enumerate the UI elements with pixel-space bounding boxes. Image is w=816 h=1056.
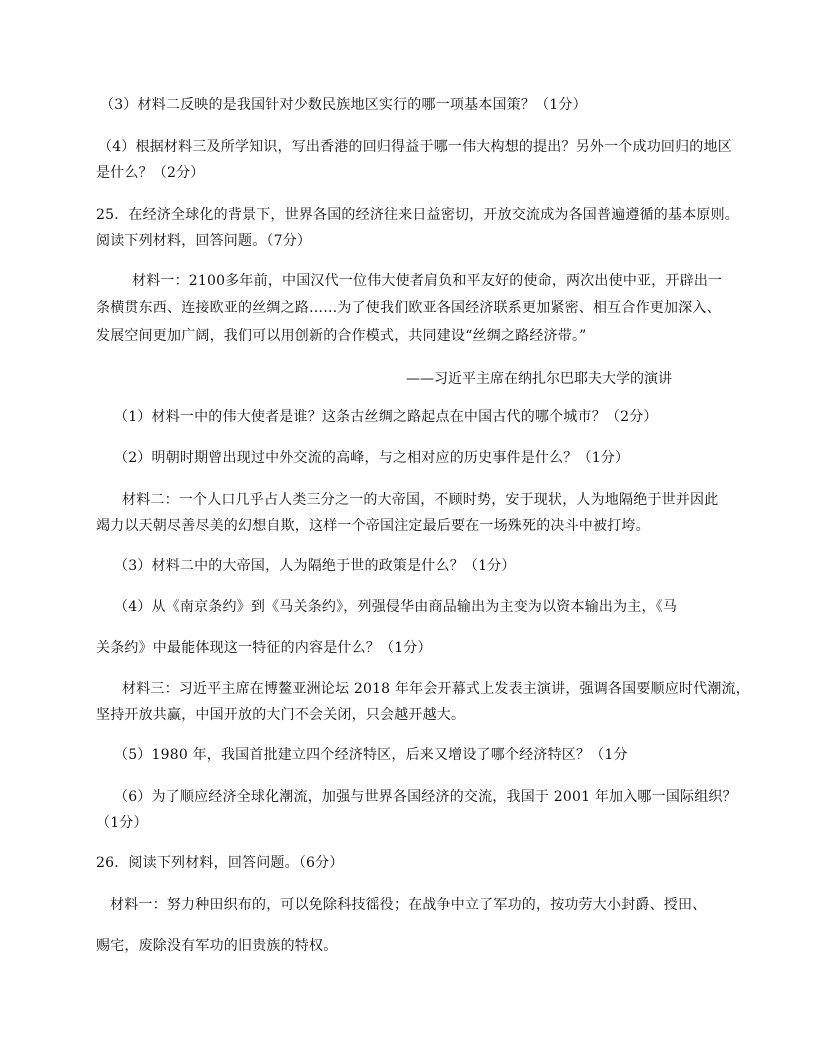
question-26-material-1-line-1: 材料一：努力种田织布的，可以免除科技徭役；在战争中立了军功的，按功劳大小封爵、授田、: [110, 897, 707, 913]
question-24-3: （3）材料二反映的是我国针对少数民族地区实行的哪一项基本国策？（1分）: [100, 97, 587, 113]
question-25-1: （1）材料一中的伟大使者是谁？这条古丝绸之路起点在中国古代的哪个城市？（2分）: [114, 409, 658, 425]
question-25-3: （3）材料二中的大帝国，人为隔绝于世的政策是什么？（1分）: [114, 558, 516, 574]
material-1-attribution: ——习近平主席在纳扎尔巴耶夫大学的演讲: [406, 371, 672, 387]
question-25-5: （5）1980 年，我国首批建立四个经济特区，后来又增设了哪个经济特区？（1分: [114, 747, 628, 763]
question-25-6-line-2: （1分）: [96, 815, 148, 831]
question-24-4-line-1: （4）根据材料三及所学知识，写出香港的回归得益于哪一伟大构想的提出？另外一个成功回归的地区: [98, 139, 732, 155]
question-25-6-line-1: （6）为了顺应经济全球化潮流，加强与世界各国经济的交流，我国于 2001 年加入哪一国际组织？: [114, 789, 737, 805]
question-24-4-line-2: 是什么？（2分）: [96, 165, 205, 181]
material-3-line-1: 材料三：习近平主席在博鳌亚洲论坛 2018 年年会开幕式上发表主演讲，强调各国要顺应时代潮流，: [122, 681, 750, 697]
material-3-line-2: 坚持开放共赢，中国开放的大门不会关闭，只会越开越大。: [96, 707, 466, 723]
material-2-line-1: 材料二：一个人口几乎占人类三分之一的大帝国，不顾时势，安于现状，人为地隔绝于世并因此: [122, 492, 719, 508]
question-25-4-line-1: （4）从《南京条约》到《马关条约》，列强侵华由商品输出为主变为以资本输出为主，《马: [114, 599, 678, 615]
question-26-intro: 26．阅读下列材料，回答问题。（6分）: [96, 855, 344, 871]
material-1-line-1: 材料一：2100多年前，中国汉代一位伟大使者肩负和平友好的使命，两次出使中亚，开辟出一: [132, 273, 723, 289]
material-2-line-2: 竭力以天朝尽善尽美的幻想自欺，这样一个帝国注定最后要在一场殊死的决斗中被打垮。: [96, 518, 650, 534]
question-25-4-line-2: 关条约》中最能体现这一特征的内容是什么？（1分）: [96, 640, 432, 656]
question-25-intro-line-1: 25．在经济全球化的背景下，世界各国的经济往来日益密切，开放交流成为各国普遍遵循的基本原则。: [96, 207, 740, 223]
material-1-line-2: 条横贯东西、连接欧亚的丝绸之路……为了使我们欧亚各国经济联系更加紧密、相互合作更加深入、: [96, 300, 721, 316]
question-25-intro-line-2: 阅读下列材料，回答问题。（7分）: [96, 233, 312, 249]
question-26-material-1-line-2: 赐宅，废除没有军功的旧贵族的特权。: [96, 938, 338, 954]
question-25-2: （2）明朝时期曾出现过中外交流的高峰，与之相对应的历史事件是什么？（1分）: [114, 450, 630, 466]
material-1-line-3: 发展空间更加广阔，我们可以用创新的合作模式，共同建设“丝绸之路经济带。”: [96, 328, 587, 344]
